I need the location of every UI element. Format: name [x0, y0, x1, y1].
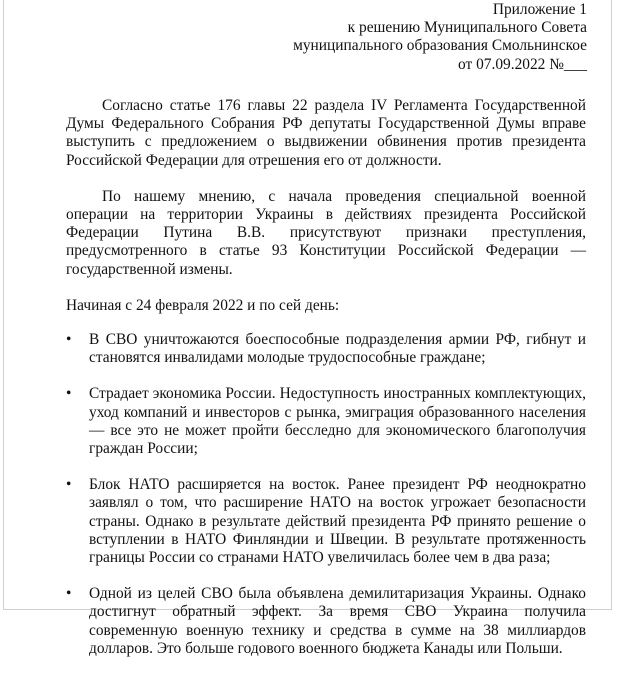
- list-item: • Блок НАТО расширяется на восток. Ранее президент РФ неоднократно заявлял о том, что расширение НАТО на восток угрожает безопасности страны. Однако в результате действий президента РФ принято решение о вступлении в НАТО Финляндии и Швеции. В результате протяженность границы России со странами НАТО увеличилась более чем в два раза;: [66, 476, 586, 567]
- bullet-list: [66, 331, 586, 658]
- header-appendix: Приложение 1: [492, 1, 587, 18]
- paragraph-since: Начиная с 24 февраля 2022 и по сей день:: [66, 296, 340, 314]
- header-date: от 07.09.2022 №___: [458, 55, 587, 73]
- list-item: • В СВО уничтожаются боеспособные подразделения армии РФ, гибнут и становятся инвалидами молодые трудоспособные граждане;: [66, 331, 586, 367]
- document-body: [66, 97, 586, 676]
- header-municipality: муниципального образования Смольнинское: [293, 37, 587, 55]
- list-item: • Одной из целей СВО была объявлена демилитаризация Украины. Однако достигнут обратный эффект. За время СВО Украина получила современную военную технику и средства в сумме на 38 миллиардов долларов. Это больше годового военного бюджета Канады или Польши.: [66, 585, 586, 658]
- header-decision: к решению Муниципального Совета: [347, 19, 587, 37]
- paragraph-opinion: По нашему мнению, с начала проведения специальной военной операции на территории Украины в действиях президента Российской Федерации Путина В.В. присутствуют признаки преступления, предусмотренного в статье 93 Конституции Российской Федерации — государственной измены.: [66, 187, 586, 278]
- document-header: [293, 1, 587, 74]
- list-item: • Страдает экономика России. Недоступность иностранных комплектующих, уход компаний и инвесторов с рынка, эмиграция образованного населения — все это не может пройти бесследно для экономического благополучия граждан России;: [66, 385, 586, 458]
- paragraph-regulation: Согласно статье 176 главы 22 раздела IV Регламента Государственной Думы Федерального Собрания РФ депутаты Государственной Думы вправе выступить с предложением о выдвижении обвинения против президента Российской Федерации для отрешения его от должности.: [66, 97, 586, 169]
